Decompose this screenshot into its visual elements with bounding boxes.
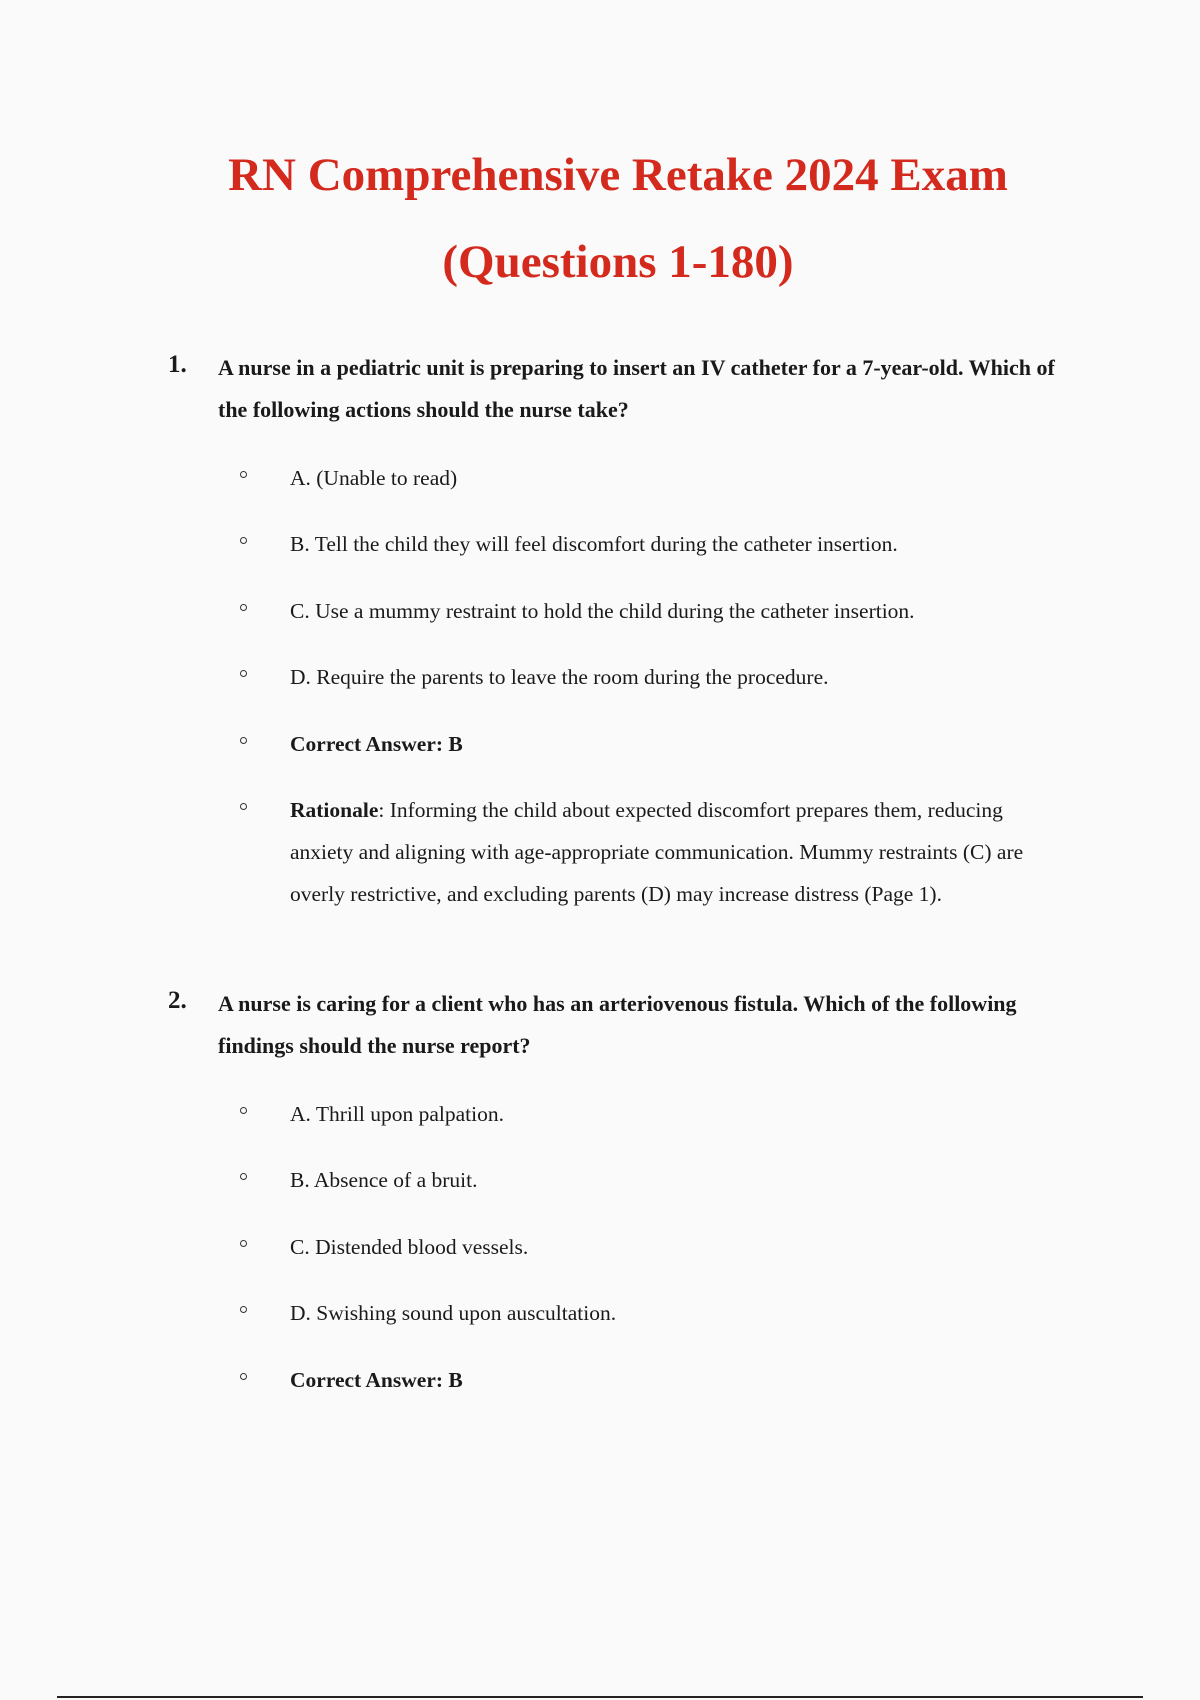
option-text: A. (Unable to read)	[290, 466, 458, 490]
option-text: B. Absence of a bruit.	[290, 1168, 478, 1192]
option-text: C. Distended blood vessels.	[290, 1235, 529, 1259]
question-number: 2.	[168, 987, 187, 1014]
bullet-icon	[240, 1373, 247, 1380]
bullet-icon	[240, 670, 247, 677]
rationale-body: : Informing the child about expected discomfort prepares them, reducing anxiety and aligning with age-appropriate communication. Mummy restraints (C) are overly restrictive, and excluding parents (D) may increase distress (Page 1).	[290, 798, 1024, 906]
question-number: 1.	[168, 351, 187, 378]
page-bottom-rule	[57, 1696, 1143, 1698]
rationale-label: Rationale	[290, 798, 379, 822]
bullet-icon	[240, 537, 247, 544]
bullet-icon	[240, 1240, 247, 1247]
bullet-icon	[240, 1173, 247, 1180]
option-text: A. Thrill upon palpation.	[290, 1102, 504, 1126]
document-subtitle: (Questions 1-180)	[442, 236, 794, 288]
bullet-icon	[240, 1306, 247, 1313]
bullet-icon	[240, 604, 247, 611]
correct-answer-text: Correct Answer: B	[290, 1368, 463, 1392]
option-text: C. Use a mummy restraint to hold the child during the catheter insertion.	[290, 599, 915, 623]
bullet-icon	[240, 1107, 247, 1114]
bullet-icon	[240, 803, 247, 810]
rationale-text	[290, 789, 1070, 915]
option-text: D. Require the parents to leave the room during the procedure.	[290, 665, 829, 689]
correct-answer-text: Correct Answer: B	[290, 732, 463, 756]
bullet-icon	[240, 471, 247, 478]
document-title: RN Comprehensive Retake 2024 Exam	[228, 149, 1008, 201]
bullet-icon	[240, 737, 247, 744]
question-stem: A nurse is caring for a client who has an arteriovenous fistula. Which of the following findings should the nurse report?	[218, 991, 1017, 1058]
option-text: D. Swishing sound upon auscultation.	[290, 1301, 617, 1325]
option-text: B. Tell the child they will feel discomfort during the catheter insertion.	[290, 532, 898, 556]
question-stem: A nurse in a pediatric unit is preparing to insert an IV catheter for a 7-year-old. Which of the following actions should the nurse take?	[218, 355, 1055, 422]
